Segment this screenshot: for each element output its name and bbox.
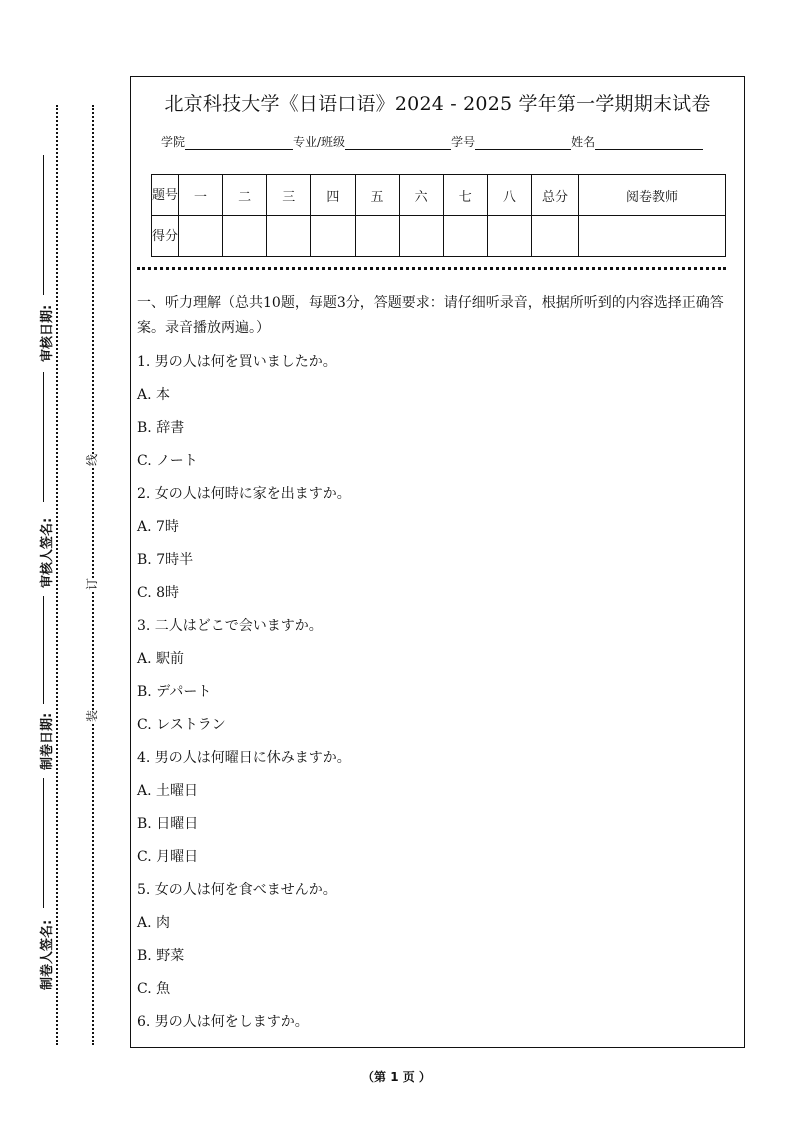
option-5b: B. 野菜 — [137, 948, 185, 964]
option-3c: C. レストラン — [137, 717, 226, 733]
option-3a: A. 駅前 — [137, 651, 185, 667]
name-blank[interactable] — [595, 137, 703, 150]
option-2a: A. 7時 — [137, 519, 179, 535]
option-2b: B. 7時半 — [137, 552, 194, 568]
score-cell-total[interactable] — [532, 216, 579, 257]
option-5a: A. 肉 — [137, 915, 171, 931]
score-cell-grader[interactable] — [579, 216, 726, 257]
score-table-score-row — [152, 216, 726, 257]
score-cell-8[interactable] — [487, 216, 531, 257]
reviewer-sign-label: 审核人签名: — [40, 517, 55, 588]
column-7: 七 — [443, 175, 487, 216]
question-6: 6. 男の人は何をしますか。 — [137, 1014, 309, 1030]
question-3: 3. 二人はどこで会いますか。 — [137, 618, 323, 634]
binding-dotted-line-right — [92, 105, 94, 1045]
field-label-student-id: 学号 — [451, 135, 476, 149]
column-3: 三 — [267, 175, 311, 216]
college-blank[interactable] — [185, 137, 293, 150]
score-cell-3[interactable] — [267, 216, 311, 257]
column-6: 六 — [399, 175, 443, 216]
score-label: 得分 — [152, 216, 179, 257]
major-class-blank[interactable] — [345, 137, 451, 150]
option-4c: C. 月曜日 — [137, 849, 199, 865]
column-4: 四 — [311, 175, 355, 216]
maker-sign-line — [43, 778, 44, 908]
column-5: 五 — [355, 175, 399, 216]
field-label-name: 姓名 — [571, 135, 596, 149]
score-table-header-row — [152, 175, 726, 216]
maker-date-line — [43, 596, 44, 704]
question-5: 5. 女の人は何を食べませんか。 — [137, 882, 337, 898]
student-info-row — [161, 133, 703, 150]
score-cell-5[interactable] — [355, 216, 399, 257]
exam-title: 北京科技大学《日语口语》2024 - 2025 学年第一学期期末试卷 — [164, 93, 711, 115]
section-listening — [137, 291, 737, 1039]
section-separator — [137, 267, 726, 270]
section-instruction: 一、听力理解（总共10题，每题3分，答题要求：请仔细听录音，根据所听到的内容选择正确答案。录音播放两遍。） — [137, 295, 724, 336]
reviewer-date-label: 审核日期: — [40, 304, 55, 362]
option-1a: A. 本 — [137, 387, 171, 403]
score-cell-6[interactable] — [399, 216, 443, 257]
question-2: 2. 女の人は何時に家を出ますか。 — [137, 486, 351, 502]
question-4: 4. 男の人は何曜日に休みますか。 — [137, 750, 351, 766]
cut-label-fold: 装 — [85, 709, 100, 723]
score-table — [151, 174, 726, 257]
maker-date-label: 制卷日期: — [40, 712, 55, 770]
reviewer-sign-line — [43, 372, 44, 502]
column-8: 八 — [487, 175, 531, 216]
column-2: 二 — [223, 175, 267, 216]
score-cell-4[interactable] — [311, 216, 355, 257]
option-1c: C. ノート — [137, 453, 198, 469]
column-total: 总分 — [532, 175, 579, 216]
exam-frame — [130, 76, 745, 1048]
cut-label-line: 线 — [85, 453, 100, 467]
option-1b: B. 辞書 — [137, 420, 185, 436]
score-cell-1[interactable] — [179, 216, 223, 257]
question-1: 1. 男の人は何を買いましたか。 — [137, 354, 337, 370]
option-4b: B. 日曜日 — [137, 816, 199, 832]
reviewer-date-line — [43, 155, 44, 295]
column-1: 一 — [179, 175, 223, 216]
binding-dotted-line-left — [56, 105, 58, 1045]
option-4a: A. 土曜日 — [137, 783, 199, 799]
score-cell-2[interactable] — [223, 216, 267, 257]
question-number-label: 题号 — [152, 175, 179, 216]
field-label-college: 学院 — [161, 135, 186, 149]
maker-sign-label: 制卷人签名: — [40, 919, 55, 990]
option-3b: B. デパート — [137, 684, 212, 700]
page-number: （第 1 页 ） — [362, 1070, 431, 1084]
option-5c: C. 魚 — [137, 981, 171, 997]
field-label-major-class: 专业/班级 — [293, 135, 346, 149]
cut-label-bind: 订 — [85, 577, 100, 591]
column-grader: 阅卷教师 — [579, 175, 726, 216]
score-cell-7[interactable] — [443, 216, 487, 257]
option-2c: C. 8時 — [137, 585, 180, 601]
student-id-blank[interactable] — [475, 137, 571, 150]
